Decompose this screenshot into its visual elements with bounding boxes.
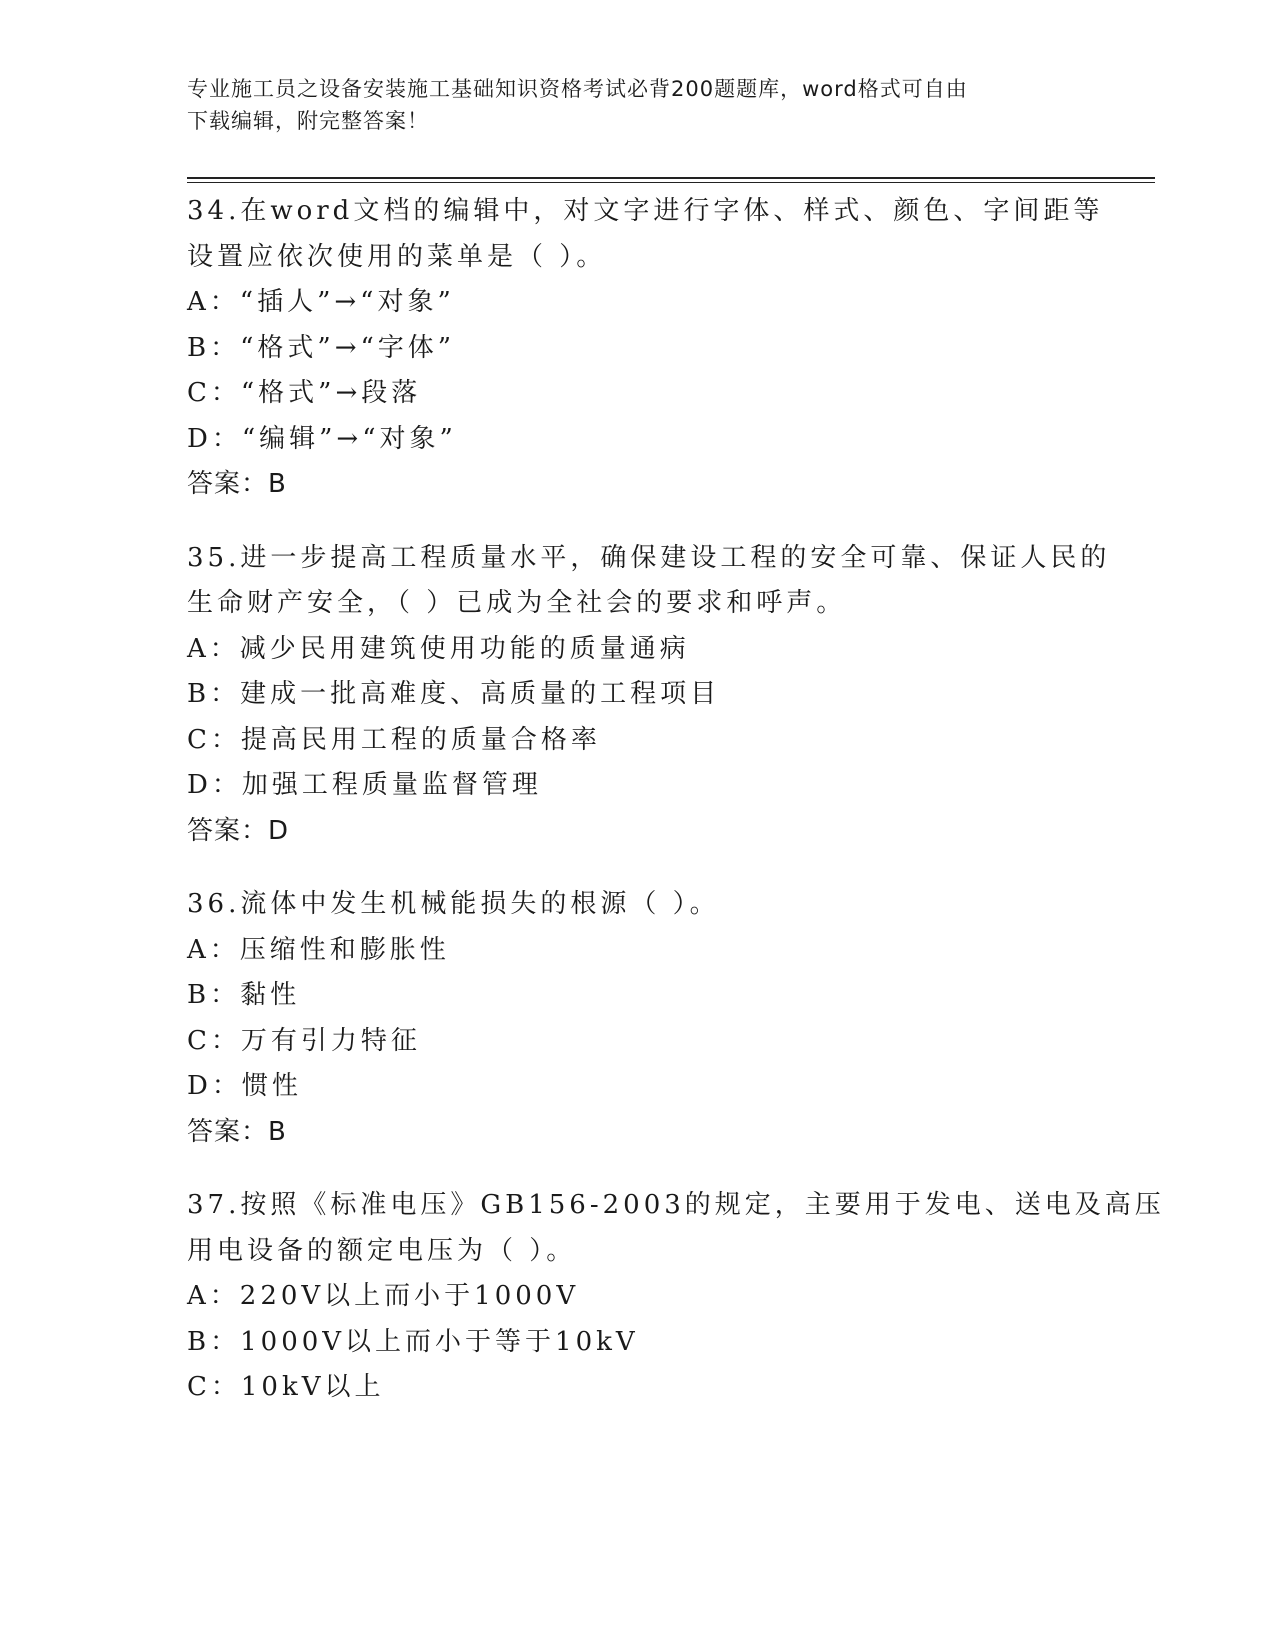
question-37 bbox=[187, 1183, 1165, 1411]
question-stem: 37.按照《标准电压》GB156-2003的规定，主要用于发电、送电及高压 bbox=[187, 1190, 1165, 1220]
question-34 bbox=[187, 189, 1104, 508]
question-list bbox=[187, 189, 1165, 1439]
header-line-1: 专业施工员之设备安装施工基础知识资格考试必背200题题库，word格式可自由 bbox=[187, 77, 968, 101]
option-a: A：压缩性和膨胀性 bbox=[187, 934, 450, 965]
option-b: B：“格式”→“字体” bbox=[187, 332, 456, 363]
question-35 bbox=[187, 536, 1111, 855]
option-b: B：黏性 bbox=[187, 980, 301, 1010]
option-c: C：万有引力特征 bbox=[187, 1025, 421, 1056]
option-d: D：惯性 bbox=[187, 1071, 302, 1101]
question-36 bbox=[187, 882, 1087, 1155]
question-stem: 35.进一步提高工程质量水平，确保建设工程的安全可靠、保证人民的 bbox=[187, 542, 1111, 573]
header-divider-thin bbox=[187, 182, 1155, 183]
option-d: D：“编辑”→“对象” bbox=[187, 423, 457, 454]
option-c: C：“格式”→段落 bbox=[187, 378, 422, 408]
question-stem: 用电设备的额定电压为（ ）。 bbox=[187, 1235, 577, 1266]
option-c: C：提高民用工程的质量合格率 bbox=[187, 724, 601, 755]
question-stem: 34.在word文档的编辑中，对文字进行字体、样式、颜色、字间距等 bbox=[187, 196, 1104, 226]
option-b: B：1000V以上而小于等于10kV bbox=[187, 1326, 639, 1357]
answer: 答案：B bbox=[187, 1116, 287, 1147]
option-c: C：10kV以上 bbox=[187, 1372, 385, 1402]
answer: 答案：B bbox=[187, 469, 287, 499]
option-a: A：“插人”→“对象” bbox=[187, 287, 455, 317]
header-line-2: 下载编辑，附完整答案！ bbox=[187, 109, 429, 133]
question-stem: 设置应依次使用的菜单是（ ）。 bbox=[187, 241, 607, 272]
option-d: D：加强工程质量监督管理 bbox=[187, 770, 542, 800]
option-b: B：建成一批高难度、高质量的工程项目 bbox=[187, 679, 721, 709]
document-header bbox=[187, 73, 1067, 137]
option-a: A：减少民用建筑使用功能的质量通病 bbox=[187, 633, 690, 664]
question-stem: 36.流体中发生机械能损失的根源（ ）。 bbox=[187, 889, 720, 919]
question-stem: 生命财产安全，（ ）已成为全社会的要求和呼声。 bbox=[187, 588, 847, 618]
option-a: A：220V以上而小于1000V bbox=[187, 1281, 580, 1311]
header-divider-thick bbox=[187, 177, 1155, 179]
answer: 答案：D bbox=[187, 815, 290, 846]
